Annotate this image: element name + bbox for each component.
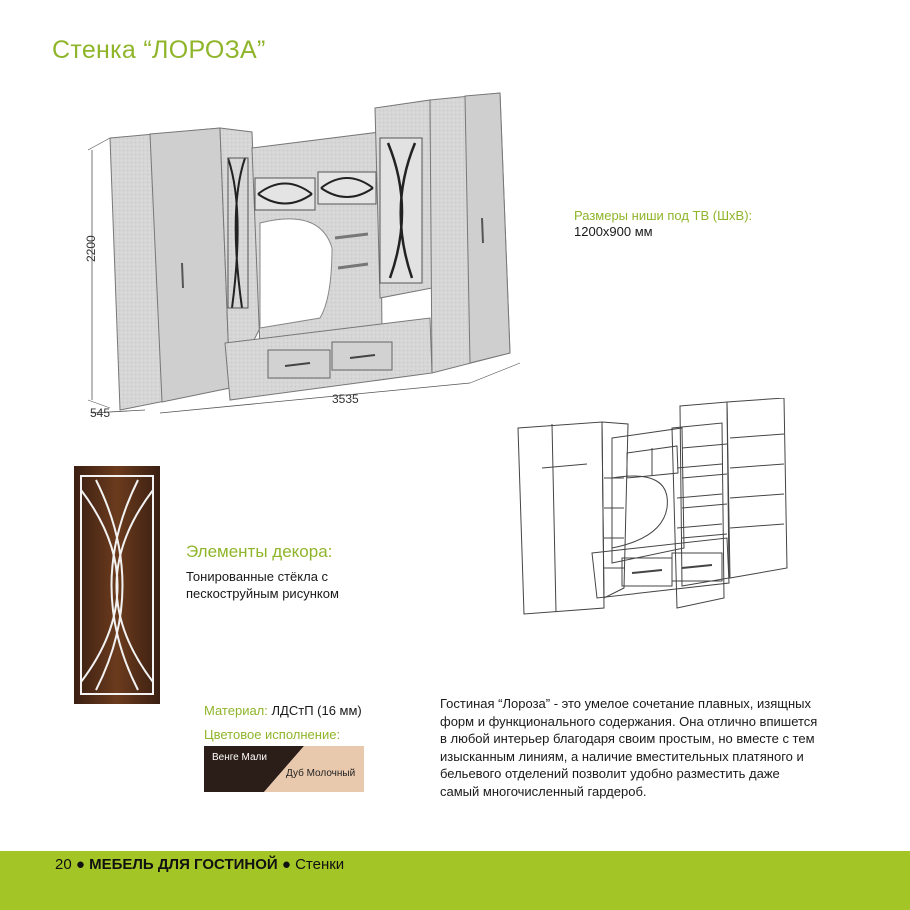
decor-heading: Элементы декора: [186,542,333,561]
tv-niche-label: Размеры ниши под ТВ (ШхВ): [574,208,753,223]
decor-text: Тонированные стёкла с пескоструйным рисунком [186,569,339,601]
swatch-dark-label: Венге Мали [212,752,267,763]
page-number: 20 [55,856,72,873]
color-options-label: Цветовое исполнение: [204,727,341,742]
material-value: ЛДСтП (16 мм) [271,703,362,718]
description-text: Гостиная “Лороза” - это умелое сочетание плавных, изящных форм и функционального содержания. Она отлично впишется в любой интерьер благодаря своим простым, но вместе с тем изысканным линиям, а наличие вместительных платяного и бельевого отделений позволит удобно разместить даже самый многочисленный гардероб. [440,696,818,799]
wall-unit-open-drawing [512,398,794,620]
depth-dimension: 545 [90,406,111,420]
footer-section: МЕБЕЛЬ ДЛЯ ГОСТИНОЙ [89,856,278,873]
material-label: Материал: [204,703,268,718]
swatch-light-label: Дуб Молочный [286,768,356,779]
material-line [204,703,362,718]
tv-niche-value: 1200x900 мм [574,224,653,239]
decor-glass-sample [74,466,160,704]
footer-text [55,856,344,873]
footer-bullet-2: ● [281,856,291,873]
width-dimension: 3535 [332,392,359,406]
footer-bullet-1: ● [75,856,85,873]
page-title: Стенка “ЛОРОЗА” [52,36,266,64]
footer-subsection: Стенки [295,856,345,873]
color-swatch [204,746,364,792]
height-dimension: 2200 [84,235,98,262]
wall-unit-closed-drawing [70,88,530,433]
